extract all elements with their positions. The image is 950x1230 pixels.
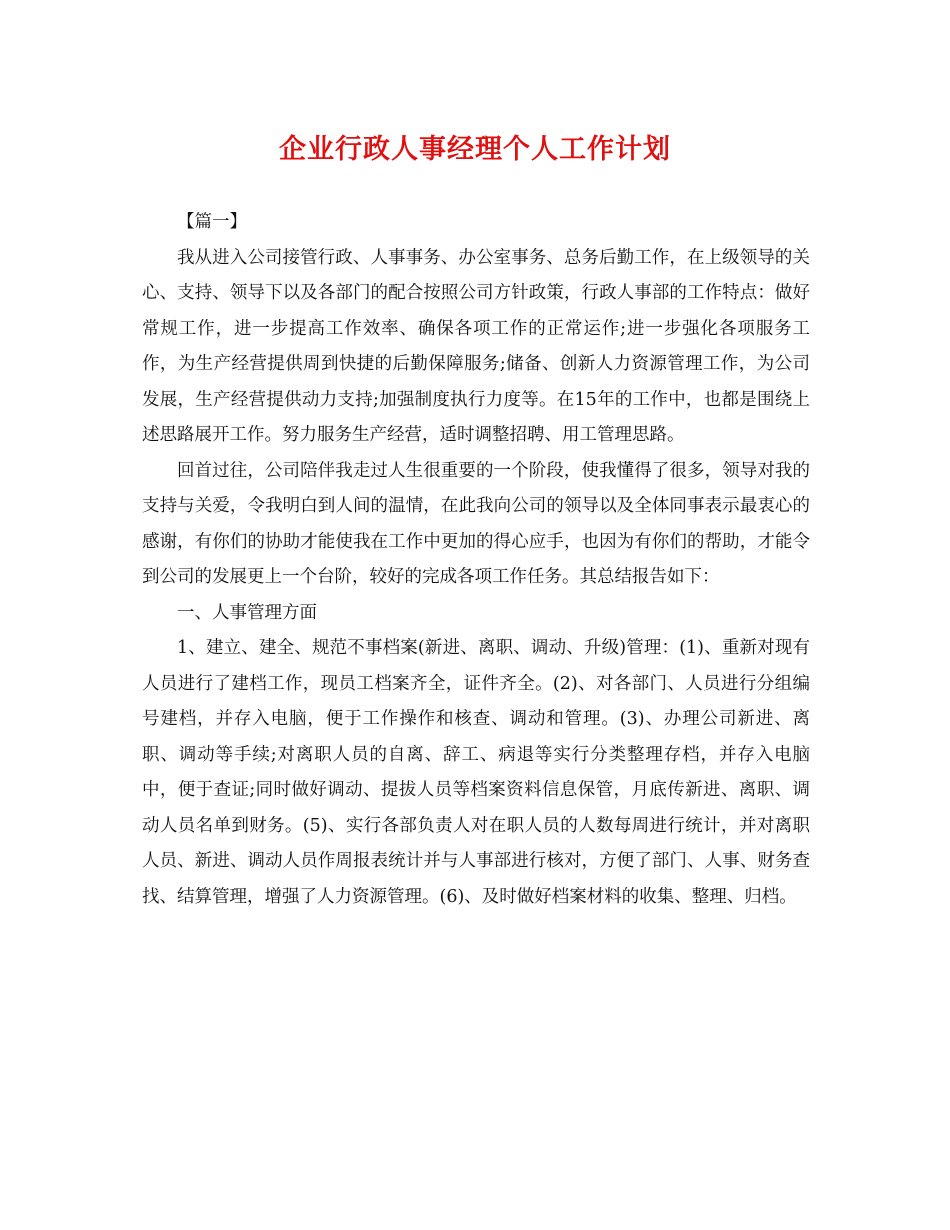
section-label: 【篇一】 <box>177 212 247 232</box>
document-title: 企业行政人事经理个人工作计划 <box>279 134 671 165</box>
section-heading-hr-management: 一、人事管理方面 <box>177 602 317 623</box>
document-body <box>142 205 810 915</box>
paragraph-review: 回首过往，公司陪伴我走过人生很重要的一个阶段，使我懂得了很多，领导对我的支持与关爱，令我明白到人间的温情，在此我向公司的领导以及全体同事表示最衷心的感谢，有你们的协助才能使我在工作中更加的得心应手，也因为有你们的帮助，才能令到公司的发展更上一个台阶，较好的完成各项工作任务。其总结报告如下： <box>142 460 810 587</box>
paragraph-intro: 我从进入公司接管行政、人事事务、办公室事务、总务后勤工作，在上级领导的关心、支持、领导下以及各部门的配合按照公司方针政策，行政人事部的工作特点：做好常规工作，进一步提高工作效率、确保各项工作的正常运作;进一步强化各项服务工作，为生产经营提供周到快捷的后勤保障服务;储备、创新人力资源管理工作，为公司发展，生产经营提供动力支持;加强制度执行力度等。在15年的工作中，也都是围绕上述思路展开工作。努力服务生产经营，适时调整招聘、用工管理思路。 <box>142 247 810 445</box>
paragraph-archive-management: 1、建立、建全、规范不事档案(新进、离职、调动、升级)管理：(1)、重新对现有人员进行了建档工作，现员工档案齐全，证件齐全。(2)、对各部门、人员进行分组编号建档，并存入电脑，便于工作操作和核查、调动和管理。(3)、办理公司新进、离职、调动等手续;对离职人员的自离、辞工、病退等实行分类整理存档，并存入电脑中，便于查证;同时做好调动、提拔人员等档案资料信息保管，月底传新进、离职、调动人员名单到财务。(5)、实行各部负责人对在职人员的人数每周进行统计，并对离职人员、新进、调动人员作周报表统计并与人事部进行核对，方便了部门、人事、财务查找、结算管理，增强了人力资源管理。(6)、及时做好档案材料的收集、整理、归档。 <box>142 638 810 907</box>
